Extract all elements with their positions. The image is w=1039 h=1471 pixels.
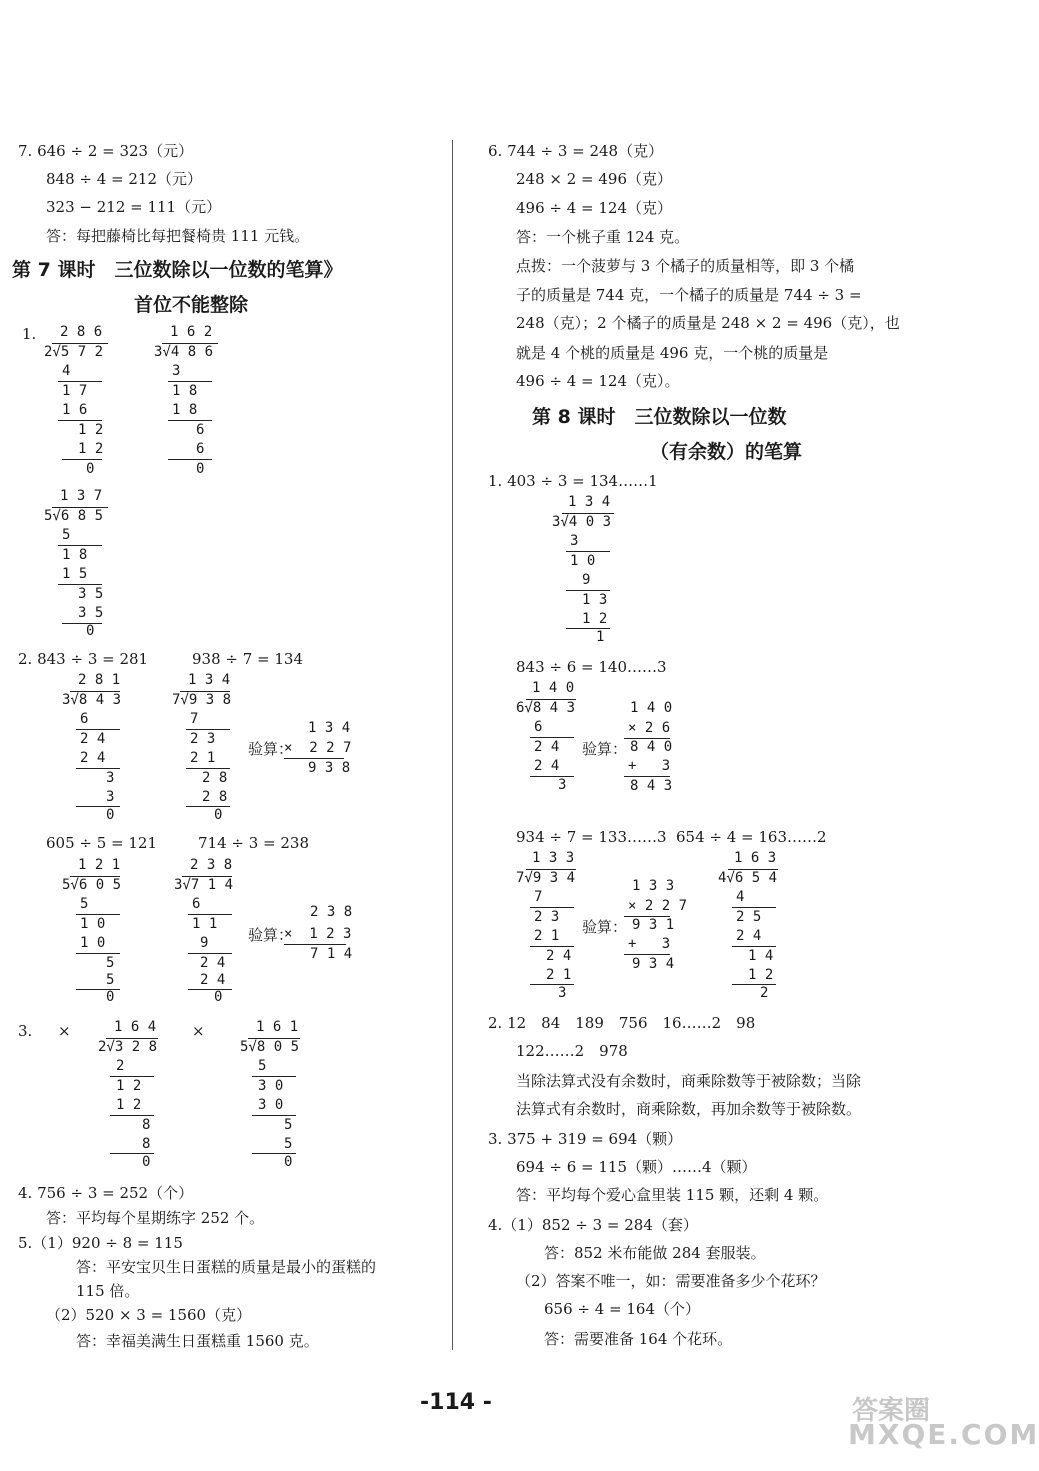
- step: 1 2: [582, 611, 608, 627]
- step: 1 4: [748, 948, 774, 964]
- step-line: [186, 806, 230, 807]
- step: 5: [284, 1136, 293, 1152]
- step: 4: [736, 889, 745, 905]
- step: 7: [190, 711, 199, 727]
- r-q1-eq3: 934 ÷ 7 = 133……3: [516, 828, 667, 846]
- quotient: 2 8 6: [60, 324, 103, 340]
- q4-answer: 答：平均每个星期练字 252 个。: [46, 1209, 265, 1227]
- q6-line2: 248 × 2 = 496（克）: [516, 170, 673, 188]
- q2-eq3: 605 ÷ 5 = 121: [46, 834, 158, 852]
- r-q4-line2: （2）答案不唯一，如：需要准备多少个花环？: [516, 1272, 826, 1290]
- step: 0: [284, 1154, 293, 1170]
- check-label: 验算：: [248, 926, 294, 944]
- quotient: 1 6 3: [734, 850, 777, 866]
- step: 0: [106, 989, 115, 1005]
- step: 2 1: [190, 750, 216, 766]
- check-operand: × 1 2 3: [284, 926, 352, 942]
- quotient: 1 6 2: [170, 324, 213, 340]
- dividend: 5√8 0 5: [240, 1039, 300, 1055]
- step: 2 4: [200, 972, 226, 988]
- step: 1 0: [80, 916, 106, 932]
- step: 6: [192, 896, 201, 912]
- step: 1 2: [116, 1097, 142, 1113]
- r-q2-line2: 122……2 978: [516, 1042, 628, 1060]
- check-operand: 1 4 0: [630, 700, 673, 716]
- step-line: [62, 459, 102, 460]
- step: 2 4: [80, 750, 106, 766]
- q1-label: 1.: [22, 325, 37, 343]
- step: 5: [80, 896, 89, 912]
- step: 0: [214, 989, 223, 1005]
- step: 1 2: [748, 967, 774, 983]
- dividend: 7√9 3 8: [172, 692, 232, 708]
- step-line: [168, 459, 212, 460]
- step: 9: [200, 935, 209, 951]
- check-operand: 2 3 8: [310, 904, 353, 920]
- step: 1: [596, 629, 605, 645]
- step: 3: [106, 789, 115, 805]
- q4-line1: 4. 756 ÷ 3 = 252（个）: [18, 1184, 194, 1202]
- step: 6: [80, 711, 89, 727]
- check-operand: × 2 2 7: [284, 740, 352, 756]
- r-q2-line3: 当除法算式没有余数时，商乘除数等于被除数；当除: [516, 1072, 862, 1090]
- q5-answer1b: 115 倍。: [76, 1282, 140, 1300]
- step: 2 4: [200, 955, 226, 971]
- step: 3: [570, 533, 579, 549]
- r-q1-eq1: 1. 403 ÷ 3 = 134……1: [488, 472, 658, 490]
- check-result: 8 4 3: [630, 778, 673, 794]
- check-operand: × 2 2 7: [628, 898, 688, 914]
- step: 5: [106, 955, 115, 971]
- quotient: 2 8 1: [78, 672, 121, 688]
- q5-line2: （2）520 × 3 = 1560（克）: [46, 1306, 252, 1324]
- hint-line1: 点拨：一个菠萝与 3 个橘子的质量相等，即 3 个橘: [516, 257, 855, 275]
- dividend: 3√7 1 4: [174, 877, 234, 893]
- lesson8-title: 第 8 课时 三位数除以一位数: [532, 406, 787, 428]
- check-label: 验算：: [248, 740, 294, 758]
- step: 6: [196, 422, 205, 438]
- step: 5: [284, 1117, 293, 1133]
- check-label: 验算：: [582, 918, 628, 936]
- q3-label: 3.: [18, 1022, 33, 1040]
- step: 1 0: [570, 553, 596, 569]
- quotient: 1 6 4: [114, 1019, 157, 1035]
- hint-line3: 248（克）；2 个橘子的质量是 248 × 2 = 496（克），也: [516, 314, 900, 332]
- dividend: 7√9 3 4: [516, 870, 576, 886]
- check-result: 9 3 8: [308, 760, 351, 776]
- step: 2 8: [202, 789, 228, 805]
- step: 2 4: [80, 731, 106, 747]
- step: 1 0: [80, 935, 106, 951]
- step: 2: [760, 985, 769, 1001]
- step: 2 8: [202, 770, 228, 786]
- r-q4-line3: 656 ÷ 4 = 164（个）: [544, 1300, 701, 1318]
- check-label: 验算：: [582, 740, 628, 758]
- q7-answer: 答：每把藤椅比每把餐椅贵 111 元钱。: [46, 227, 310, 245]
- page-number: -114 -: [420, 1390, 492, 1415]
- hint-line2: 子的质量是 744 克，一个橘子的质量是 744 ÷ 3 =: [516, 286, 862, 304]
- check-operand: 9 3 1: [632, 917, 675, 933]
- dividend: 5√6 0 5: [62, 877, 122, 893]
- r-q3-answer: 答：平均每个爱心盒里装 115 颗，还剩 4 颗。: [516, 1186, 829, 1204]
- step: 0: [86, 623, 95, 639]
- step: 7: [534, 889, 543, 905]
- step: 0: [196, 461, 205, 477]
- q5-answer1a: 答：平安宝贝生日蛋糕的质量是最小的蛋糕的: [76, 1258, 377, 1276]
- r-q4-answer1: 答：852 米布能做 284 套服装。: [544, 1244, 766, 1262]
- quotient: 1 3 3: [532, 850, 575, 866]
- step: 0: [142, 1154, 151, 1170]
- q2-eq4: 714 ÷ 3 = 238: [198, 834, 310, 852]
- q6-line1: 6. 744 ÷ 3 = 248（克）: [488, 142, 664, 160]
- step: 6: [196, 441, 205, 457]
- lesson7-subtitle: 首位不能整除: [134, 294, 249, 316]
- check-operand: + 3: [628, 758, 671, 774]
- step: 3 0: [258, 1097, 284, 1113]
- dividend: 6√8 4 3: [516, 700, 576, 716]
- step: 5: [62, 527, 71, 543]
- quotient: 1 6 1: [256, 1019, 299, 1035]
- q3-wrong-mark-2: ×: [192, 1022, 205, 1040]
- q3-wrong-mark-1: ×: [58, 1022, 71, 1040]
- step: 1 6: [62, 402, 88, 418]
- hint-line4: 就是 4 个桃的质量是 496 克，一个桃的质量是: [516, 344, 829, 362]
- step: 2 4: [534, 758, 560, 774]
- step: 3: [172, 363, 181, 379]
- step: 2 4: [546, 948, 572, 964]
- quotient: 1 3 4: [188, 672, 231, 688]
- watermark-url: MXQE.COM: [848, 1418, 1039, 1451]
- q7-line3: 323 − 212 = 111（元）: [46, 198, 222, 216]
- quotient: 1 2 1: [78, 857, 121, 873]
- step: 3 0: [258, 1078, 284, 1094]
- step: 2 5: [736, 909, 762, 925]
- step-line: [188, 989, 232, 990]
- dividend: 5√6 8 5: [44, 508, 104, 524]
- dividend: 2√5 7 2: [44, 344, 104, 360]
- step: 2 4: [534, 739, 560, 755]
- q5-answer2: 答：幸福美满生日蛋糕重 1560 克。: [76, 1332, 319, 1350]
- quotient: 1 3 4: [568, 494, 611, 510]
- check-result: 9 3 4: [632, 956, 675, 972]
- step: 1 8: [62, 547, 88, 563]
- quotient: 1 3 7: [60, 488, 103, 504]
- step: 3: [558, 985, 567, 1001]
- step: 8: [142, 1117, 151, 1133]
- step: 1 1: [192, 916, 218, 932]
- step: 3 5: [78, 605, 104, 621]
- q2-eq2: 938 ÷ 7 = 134: [192, 650, 304, 668]
- r-q2-line4: 法算式有余数时，商乘除数，再加余数等于被除数。: [516, 1100, 862, 1118]
- step: 2 1: [534, 928, 560, 944]
- quotient: 1 4 0: [532, 680, 575, 696]
- step: 1 2: [78, 422, 104, 438]
- step: 3 5: [78, 586, 104, 602]
- step-line: [530, 984, 574, 985]
- lesson7-title: 第 7 课时 三位数除以一位数的笔算》: [12, 259, 343, 281]
- r-q1-eq2: 843 ÷ 6 = 140……3: [516, 658, 667, 676]
- step: 0: [106, 807, 115, 823]
- check-operand: 1 3 4: [308, 720, 351, 736]
- step: 5: [258, 1058, 267, 1074]
- r-q3-line2: 694 ÷ 6 = 115（颗）……4（颗）: [516, 1158, 757, 1176]
- step: 1 2: [116, 1078, 142, 1094]
- step: 1 2: [78, 441, 104, 457]
- r-q2-line1: 2. 12 84 189 756 16……2 98: [488, 1014, 756, 1032]
- step-line: [732, 984, 776, 985]
- r-q3-line1: 3. 375 + 319 = 694（颗）: [488, 1130, 683, 1148]
- q7-line2: 848 ÷ 4 = 212（元）: [46, 170, 203, 188]
- step: 0: [214, 807, 223, 823]
- step: 1 8: [172, 402, 198, 418]
- step: 5: [106, 972, 115, 988]
- check-operand: + 3: [628, 936, 671, 952]
- step: 3: [106, 770, 115, 786]
- step: 2 4: [736, 928, 762, 944]
- q6-answer: 答：一个桃子重 124 克。: [516, 228, 690, 246]
- q6-line3: 496 ÷ 4 = 124（克）: [516, 199, 673, 217]
- step: 9: [582, 572, 591, 588]
- quotient: 2 3 8: [190, 857, 233, 873]
- lesson8-subtitle: （有余数）的笔算: [650, 441, 803, 463]
- check-operand: × 2 6: [628, 720, 671, 736]
- step: 2 3: [534, 909, 560, 925]
- dividend: 3√4 0 3: [552, 514, 612, 530]
- step-line: [168, 420, 212, 421]
- check-operand: 8 4 0: [630, 739, 673, 755]
- r-q4-line1: 4.（1）852 ÷ 3 = 284（套）: [488, 1216, 698, 1234]
- step: 2 3: [190, 731, 216, 747]
- q7-line1: 7. 646 ÷ 2 = 323（元）: [18, 142, 194, 160]
- step-line: [62, 623, 102, 624]
- step: 6: [534, 719, 543, 735]
- column-divider: [452, 140, 453, 1350]
- step: 8: [142, 1136, 151, 1152]
- hint-line5: 496 ÷ 4 = 124（克）。: [516, 372, 680, 390]
- dividend: 3√8 4 3: [62, 692, 122, 708]
- dividend: 4√6 5 4: [718, 870, 778, 886]
- q5-line1: 5.（1）920 ÷ 8 = 115: [18, 1234, 183, 1252]
- dividend: 2√3 2 8: [98, 1039, 158, 1055]
- step: 1 8: [172, 383, 198, 399]
- q2-eq1: 2. 843 ÷ 3 = 281: [18, 650, 149, 668]
- r-q1-eq4: 654 ÷ 4 = 163……2: [676, 828, 827, 846]
- step-line: [530, 776, 574, 777]
- step: 1 5: [62, 566, 88, 582]
- step: 2: [116, 1058, 125, 1074]
- dividend: 3√4 8 6: [154, 344, 214, 360]
- step: 1 3: [582, 592, 608, 608]
- check-operand: 1 3 3: [632, 878, 675, 894]
- step: 3: [558, 777, 567, 793]
- r-q4-answer2: 答：需要准备 164 个花环。: [544, 1330, 733, 1348]
- watermark-logo: 答案圈: [852, 1396, 931, 1426]
- check-result: 7 1 4: [310, 946, 353, 962]
- step: 2 1: [546, 967, 572, 983]
- step: 1 7: [62, 383, 88, 399]
- step: 4: [62, 363, 71, 379]
- step: 0: [86, 461, 95, 477]
